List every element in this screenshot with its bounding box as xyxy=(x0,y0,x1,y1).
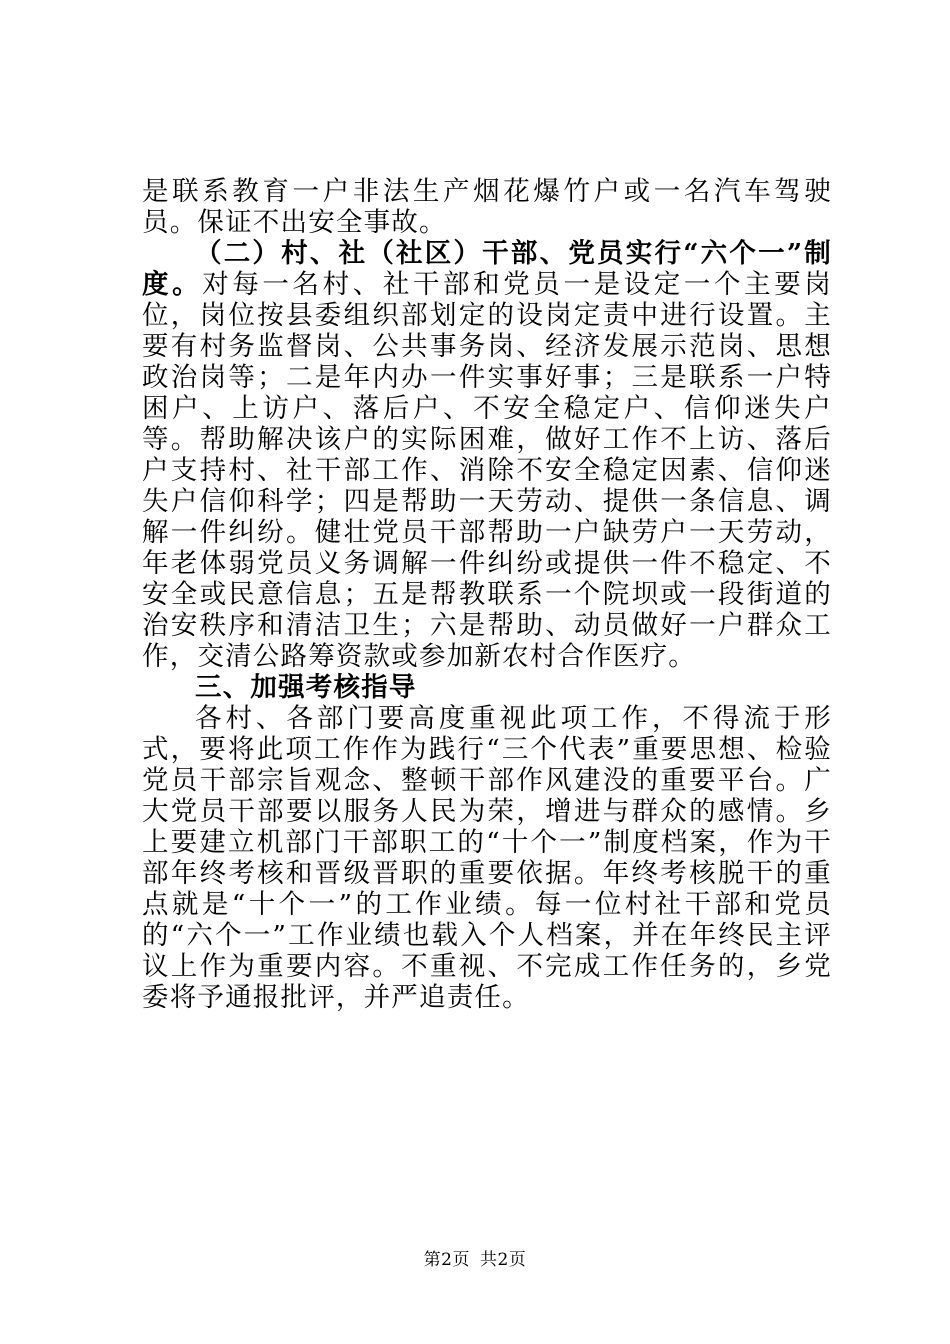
paragraph-six-ones-body: 对每一名村、社干部和党员一是设定一个主要岗位，岗位按县委组织部划定的设岗定责中进行设置。主要有村务监督岗、公共事务岗、经济发展示范岗、思想政治岗等；二是年内办一件实事好事；三是联系一户特困户、上访户、落后户、不安全稳定户、信仰迷失户等。帮助解决该户的实际困难，做好工作不上访、落后户支持村、社干部工作、消除不安全稳定因素、信仰迷失户信仰科学；四是帮助一天劳动、提供一条信息、调解一件纠纷。健壮党员干部帮助一户缺劳户一天劳动，年老体弱党员义务调解一件纠纷或提供一件不稳定、不安全或民意信息；五是帮教联系一个院坝或一段街道的治安秩序和清洁卫生；六是帮助、动员做好一户群众工作，交清公路筹资款或参加新农村合作医疗。 xyxy=(142,269,833,672)
paragraph-safety-guarantee: 是联系教育一户非法生产烟花爆竹户或一名汽车驾驶员。保证不出安全事故。 xyxy=(142,176,832,238)
paragraph-assessment-body: 各村、各部门要高度重视此项工作，不得流于形式，要将此项工作作为践行“三个代表”重要思想、检验党员干部宗旨观念、整顿干部作风建没的重要平台。广大党员干部要以服务人民为荣，增进与群众的感情。乡上要建立机部门干部职工的“十个一”制度档案，作为干部年终考核和晋级晋职的重要依据。年终考核脱干的重点就是“十个一”的工作业绩。每一位村社干部和党员的“六个一”工作业绩也载入个人档案，并在年终民主评议上作为重要内容。不重视、不完成工作任务的，乡党委将予通报批评，并严追责任。 xyxy=(142,703,832,1013)
section-subheading-six-ones: （二）村、社（社区）干部、党员实行“六个一”制度。 xyxy=(142,238,832,300)
paragraph-six-ones-system xyxy=(142,238,832,672)
page-number: 第2页 xyxy=(423,1250,470,1270)
page-total: 共2页 xyxy=(480,1250,527,1270)
document-body xyxy=(142,176,832,1013)
section-heading-assessment: 三、加强考核指导 xyxy=(195,672,417,703)
page-footer xyxy=(0,1245,950,1270)
